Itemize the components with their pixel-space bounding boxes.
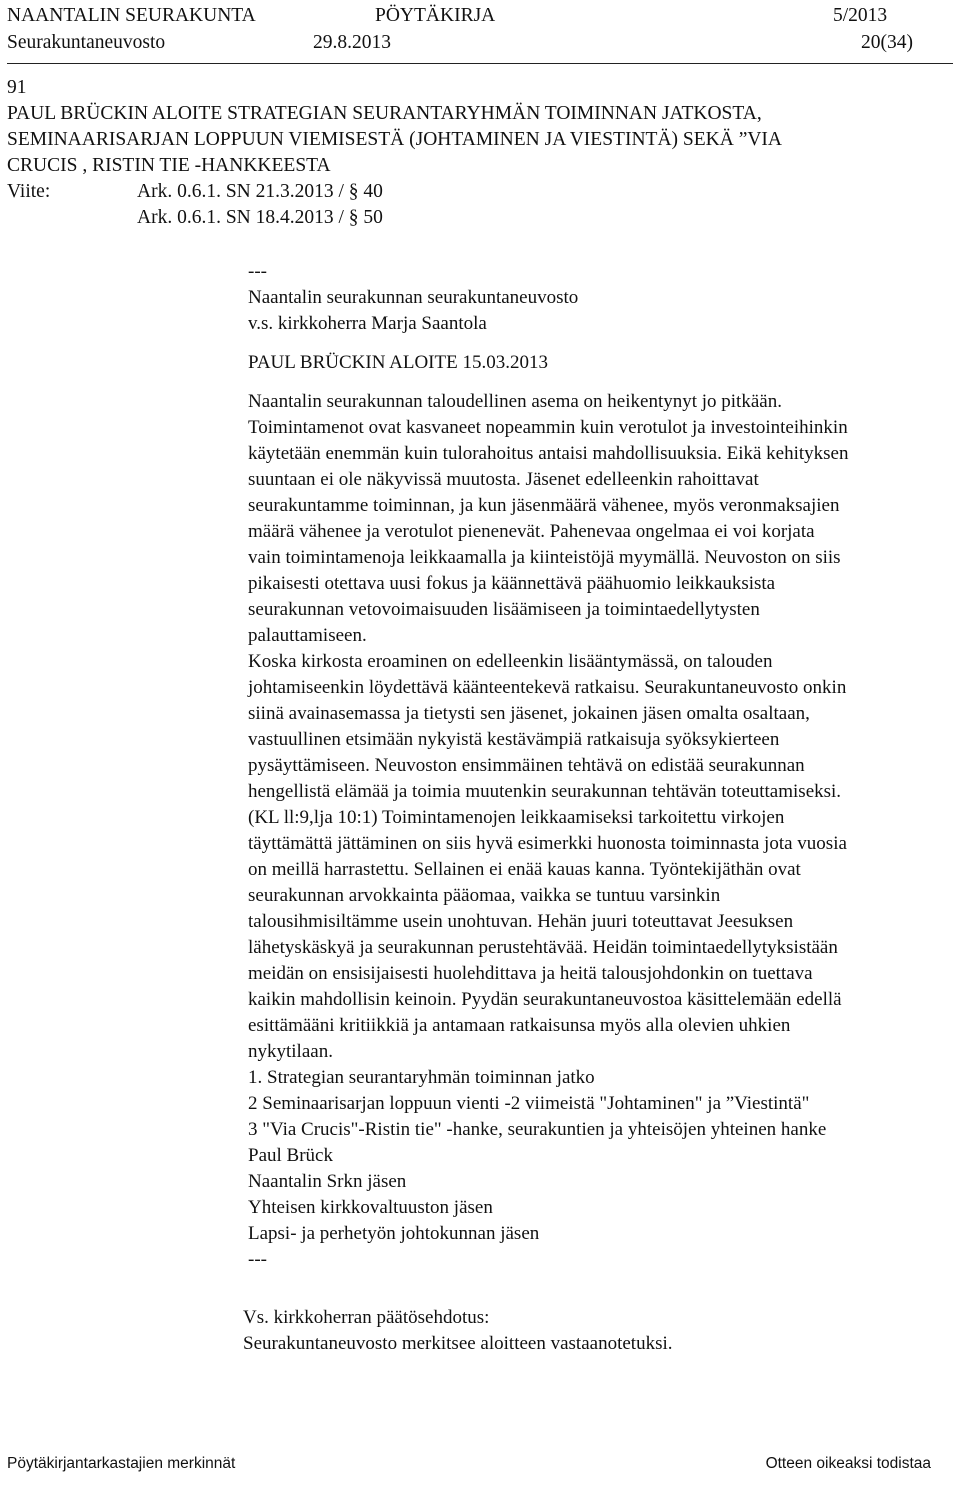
section-number: 91 — [7, 77, 27, 98]
text-line: meidän on ensisijaisesti huolehdittava ja heitä talousjohdonkin on tuettava — [248, 963, 813, 984]
title-line: PAUL BRÜCKIN ALOITE STRATEGIAN SEURANTARYHMÄN TOIMINNAN JATKOSTA, — [7, 103, 762, 124]
page-number: 20(34) — [861, 32, 913, 53]
text-line: vastuullinen etsimään nykyistä kestävämpiä ratkaisuja syöksykierteen — [248, 729, 780, 750]
memo-from-line: Naantalin seurakunnan seurakuntaneuvosto — [248, 287, 579, 308]
list-item: 1. Strategian seurantaryhmän toiminnan jatko — [248, 1067, 595, 1088]
text-line: pysäyttämiseen. Neuvoston ensimmäinen tehtävä on edistää seurakunnan — [248, 755, 805, 776]
request-list — [248, 1065, 954, 1143]
text-line: seurakunnan arvokkainta pääomaa, vaikka se tuntuu varsinkin — [248, 885, 721, 906]
header-row-2 — [7, 29, 953, 56]
decision-proposal — [243, 1305, 953, 1357]
text-line: määrä vähenee ja verotulot pienenevät. Pahenevaa ongelmaa ei voi korjata — [248, 521, 815, 542]
reference-values — [137, 179, 437, 231]
title-line: CRUCIS , RISTIN TIE -HANKKEESTA — [7, 155, 331, 176]
body-name: Seurakuntaneuvosto — [7, 32, 166, 53]
signature-line: Naantalin Srkn jäsen — [248, 1171, 407, 1192]
text-line: lähetyskäskyä ja seurakunnan perustehtävää. Heidän toimintaedellytyksistään — [248, 937, 838, 958]
text-line: hengellistä elämää ja toimia muutenkin seurakunnan tehtävän toteuttamiseksi. — [248, 781, 842, 802]
reference-label: Viite: — [7, 181, 51, 202]
text-line: suuntaan ei ole näkyvissä muutosta. Jäsenet edelleenkin rahoittavat — [248, 469, 759, 490]
text-line: on meillä harrastettu. Sellainen ei enää kauas kanna. Työntekijäthän ovat — [248, 859, 801, 880]
text-line: vain toimintamenoja leikkaamalla ja kiinteistöjä myymällä. Neuvoston on siis — [248, 547, 841, 568]
lead-sentence: Naantalin seurakunnan taloudellinen asema on heikentynyt jo pitkään. — [248, 391, 782, 412]
footer-left: Pöytäkirjantarkastajien merkinnät — [7, 1455, 236, 1472]
text-line: (KL ll:9,lja 10:1) Toimintamenojen leikkaamiseksi tarkoitettu virkojen — [248, 807, 785, 828]
header-divider — [7, 63, 953, 64]
separator: --- — [248, 1249, 267, 1270]
spacer — [248, 337, 954, 350]
header-row-1 — [7, 2, 953, 29]
meeting-date: 29.8.2013 — [313, 32, 391, 53]
reference-line: Ark. 0.6.1. SN 21.3.2013 / § 40 — [137, 181, 383, 202]
text-line: käytetään enemmän kuin tulorahoitus antaisi mahdollisuuksia. Eikä kehityksen — [248, 443, 849, 464]
text-line: seurakunnan vetovoimaisuuden lisäämiseen ja toimintaedellytysten — [248, 599, 760, 620]
proposal-text: Seurakuntaneuvosto merkitsee aloitteen vastaanotetuksi. — [243, 1333, 673, 1354]
organization-name: NAANTALIN SEURAKUNTA — [7, 5, 256, 26]
signature-line: Yhteisen kirkkovaltuuston jäsen — [248, 1197, 493, 1218]
separator: --- — [248, 261, 267, 282]
text-line: nykytilaan. — [248, 1041, 333, 1062]
footer-right: Otteen oikeaksi todistaa — [765, 1455, 931, 1472]
text-line: Toimintamenot ovat kasvaneet nopeammin kuin verotulot ja investointeihinkin — [248, 417, 848, 438]
signature-line: Paul Brück — [248, 1145, 333, 1166]
list-item: 2 Seminaarisarjan loppuun vienti -2 viimeistä "Johtaminen" ja ”Viestintä" — [248, 1093, 810, 1114]
text-line: seurakuntamme toiminnan, ja kun jäsenmäärä vähenee, myös veronmaksajien — [248, 495, 840, 516]
signature-line: Lapsi- ja perhetyön johtokunnan jäsen — [248, 1223, 540, 1244]
meeting-number: 5/2013 — [833, 5, 888, 26]
title-line: SEMINAARISARJAN LOPPUUN VIEMISESTÄ (JOHTAMINEN JA VIESTINTÄ) SEKÄ ”VIA — [7, 129, 783, 150]
text-line: Koska kirkosta eroaminen on edelleenkin lisääntymässä, on talouden — [248, 651, 773, 672]
spacer — [248, 376, 954, 389]
initiative-text — [248, 415, 954, 1065]
text-line: esittämääni kritiikkiä ja antamaan ratkaisunsa myös alla olevien uhkien — [248, 1015, 791, 1036]
text-line: kaikin mahdollisin keinoin. Pyydän seurakuntaneuvostoa käsittelemään edellä — [248, 989, 842, 1010]
text-line: täyttämättä jättäminen on siis hyvä esimerkki huonosta toiminnasta jota vuosia — [248, 833, 847, 854]
list-item: 3 "Via Crucis"-Ristin tie" -hanke, seurakuntien ja yhteisöjen yhteinen hanke — [248, 1119, 827, 1140]
aloite-title: PAUL BRÜCKIN ALOITE 15.03.2013 — [248, 352, 548, 373]
text-line: pikaisesti otettava uusi fokus ja käännettävä päähuomio leikkauksista — [248, 573, 776, 594]
text-line: johtamiseenkin löydettävä käänteentekevä ratkaisu. Seurakuntaneuvosto onkin — [248, 677, 847, 698]
memo-from-line: v.s. kirkkoherra Marja Saantola — [248, 313, 487, 334]
page-header — [7, 2, 953, 56]
text-line: talousihmisiltämme usein unohtuvan. Hehän juuri toteuttavat Jeesuksen — [248, 911, 794, 932]
signature-block — [248, 1143, 954, 1247]
text-line: palauttamiseen. — [248, 625, 367, 646]
section-title — [7, 75, 953, 179]
page-footer — [7, 1452, 953, 1476]
proposal-label: Vs. kirkkoherran päätösehdotus: — [243, 1307, 490, 1328]
text-line: siinä avainasemassa ja tietysti sen jäsenet, jokainen jäsen omalta osaltaan, — [248, 703, 810, 724]
document-type: PÖYTÄKIRJA — [375, 5, 496, 26]
reference-line: Ark. 0.6.1. SN 18.4.2013 / § 50 — [137, 207, 383, 228]
memo-body — [248, 259, 954, 1273]
